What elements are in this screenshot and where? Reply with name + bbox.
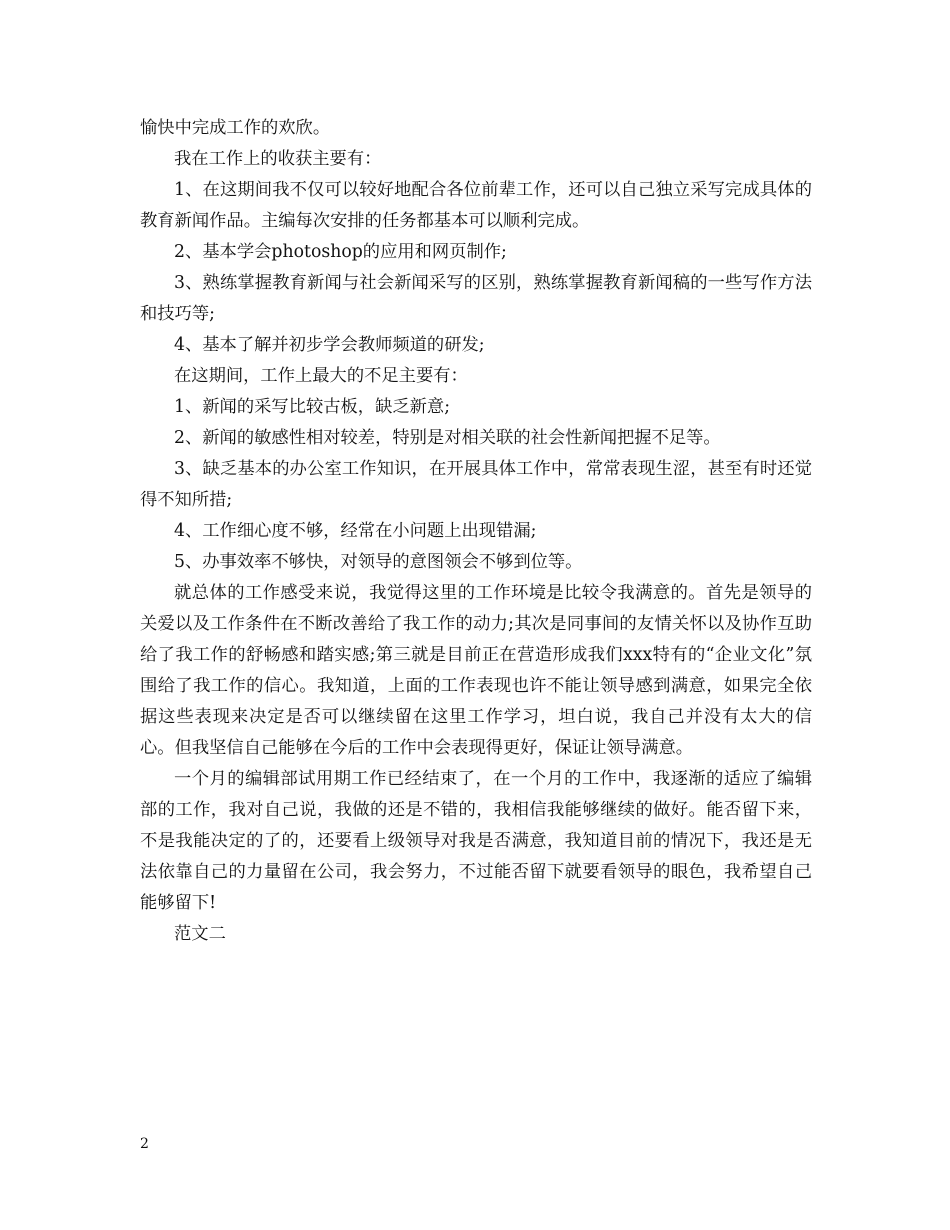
paragraph: 1、新闻的采写比较古板，缺乏新意; (174, 397, 451, 417)
page-number: 2 (140, 1136, 149, 1152)
paragraph: 1、在这期间我不仅可以较好地配合各位前辈工作，还可以自己独立采写完成具体的教育新闻作品。主编每次安排的任务都基本可以顺利完成。 (140, 180, 812, 231)
paragraph: 3、熟练掌握教育新闻与社会新闻采写的区别，熟练掌握教育新闻稿的一些写作方法和技巧等; (140, 273, 812, 324)
paragraph: 在这期间，工作上最大的不足主要有： (174, 366, 468, 386)
paragraph: 4、基本了解并初步学会教师频道的研发; (174, 335, 485, 355)
paragraph: 我在工作上的收获主要有： (174, 149, 382, 169)
document-body (140, 113, 812, 950)
paragraph: 2、基本学会photoshop的应用和网页制作; (174, 242, 507, 262)
paragraph: 愉快中完成工作的欢欣。 (140, 118, 331, 138)
paragraph: 4、工作细心度不够，经常在小问题上出现错漏; (174, 521, 537, 541)
paragraph: 就总体的工作感受来说，我觉得这里的工作环境是比较令我满意的。首先是领导的关爱以及工作条件在不断改善给了我工作的动力;其次是同事间的友情关怀以及协作互助给了我工作的舒畅感和踏实感;第三就是目前正在营造形成我们xxx特有的“企业文化”氛围给了我工作的信心。我知道，上面的工作表现也许不能让领导感到满意，如果完全依据这些表现来决定是否可以继续留在这里工作学习，坦白说，我自己并没有太大的信心。但我坚信自己能够在今后的工作中会表现得更好，保证让领导满意。 (140, 583, 812, 758)
paragraph: 5、办事效率不够快，对领导的意图领会不够到位等。 (174, 552, 583, 572)
paragraph: 3、缺乏基本的办公室工作知识，在开展具体工作中，常常表现生涩，甚至有时还觉得不知所措; (140, 459, 812, 510)
paragraph: 2、新闻的敏感性相对较差，特别是对相关联的社会性新闻把握不足等。 (174, 428, 721, 448)
section-heading: 范文二 (174, 924, 226, 944)
paragraph: 一个月的编辑部试用期工作已经结束了，在一个月的工作中，我逐渐的适应了编辑部的工作，我对自己说，我做的还是不错的，我相信我能够继续的做好。能否留下来，不是我能决定的了的，还要看上级领导对我是否满意，我知道目前的情况下，我还是无法依靠自己的力量留在公司，我会努力，不过能否留下就要看领导的眼色，我希望自己能够留下! (140, 769, 812, 913)
